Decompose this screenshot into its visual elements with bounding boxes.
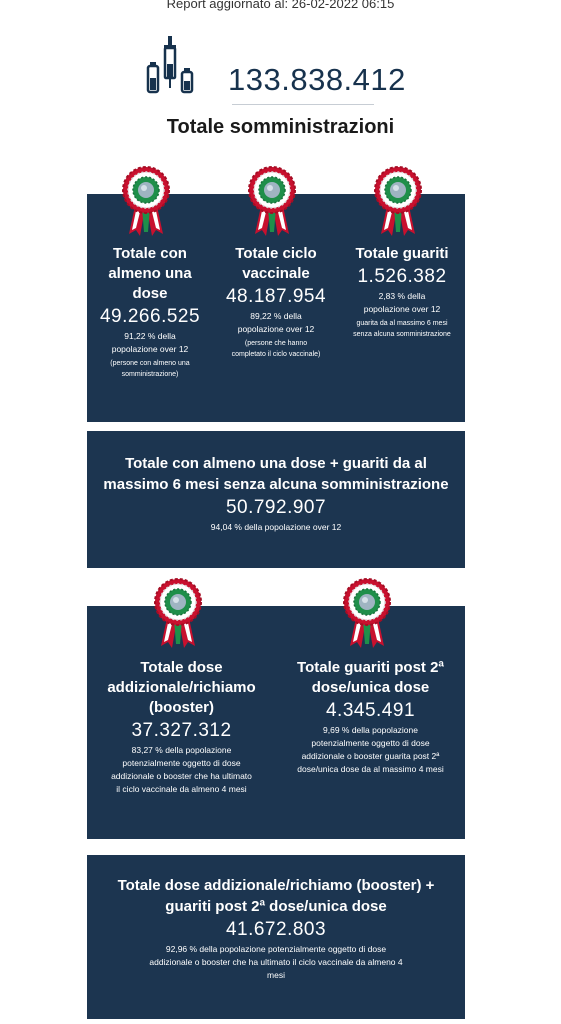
card-booster-summary: [87, 606, 465, 839]
stat-recovered-post-dose: [276, 658, 465, 776]
divider: [232, 104, 374, 105]
summary-subtitle: 92,96 % della popolazione potenzialmente oggetto di dose addizionale o booster che ha ultimato il ciclo vaccinale da almeno 4 mesi: [149, 944, 403, 980]
summary-title: Totale dose addizionale/richiamo (booster) + guariti post 2ª dose/unica dose: [117, 877, 435, 915]
stat-subtitle: 9,69 % della popolazione potenzialmente oggetto di dose addizionale o booster guarita post 2ª dose/unica dose da al massimo 4 mesi: [297, 725, 444, 774]
stat-at-least-one-dose: [87, 244, 213, 380]
italian-rosette-icon: [248, 166, 296, 236]
stat-subtitle: 91,22 % della popolazione over 12: [111, 331, 189, 354]
italian-rosette-icon: [374, 166, 422, 236]
stat-subtitle: 89,22 % della popolazione over 12: [237, 311, 315, 334]
stat-title: Totale dose addizionale/richiamo (booster): [107, 659, 256, 716]
italian-rosette-icon: [343, 578, 391, 648]
summary-value: 41.672.803: [225, 919, 327, 940]
stat-value: 48.187.954: [225, 286, 327, 307]
stat-value: 1.526.382: [357, 266, 447, 287]
summary-subtitle: 94,04 % della popolazione over 12: [210, 522, 342, 532]
stat-recovered: [339, 244, 465, 340]
summary-value: 50.792.907: [225, 497, 327, 518]
stat-note: (persone che hanno completato il ciclo vaccinale): [231, 340, 321, 358]
stat-value: 37.327.312: [131, 720, 232, 741]
stat-title: Totale con almeno una dose: [108, 245, 192, 302]
stat-subtitle: 2,83 % della popolazione over 12: [363, 291, 441, 314]
stat-note: (persone con almeno una somministrazione): [110, 360, 190, 378]
stat-value: 4.345.491: [325, 700, 416, 721]
stat-title: Totale guariti post 2ª dose/unica dose: [297, 659, 444, 696]
italian-rosette-icon: [154, 578, 202, 648]
total-administrations-value: 133.838.412: [228, 62, 406, 97]
stat-booster: [87, 658, 276, 796]
card-booster-plus-recovered: [87, 855, 465, 1019]
stat-title: Totale guariti: [355, 245, 449, 262]
italian-rosette-icon: [122, 166, 170, 236]
stat-full-cycle: [213, 244, 339, 360]
stat-title: Totale ciclo vaccinale: [235, 245, 317, 282]
report-updated-label: Report aggiornato al: 26-02-2022 06:15: [166, 0, 395, 11]
vaccine-syringe-vials-icon: [146, 34, 194, 96]
total-administrations-row: [0, 32, 561, 102]
stat-subtitle: 83,27 % della popolazione potenzialmente oggetto di dose addizionale o booster che ha ultimato il ciclo vaccinale da almeno 4 mesi: [111, 745, 252, 794]
stat-value: 49.266.525: [99, 306, 201, 327]
stat-note: guarita da al massimo 6 mesi senza alcuna somministrazione: [353, 320, 451, 338]
total-administrations-title: Totale somministrazioni: [166, 116, 395, 138]
card-dose-plus-recovered: [87, 431, 465, 568]
summary-title: Totale con almeno una dose + guariti da al massimo 6 mesi senza alcuna somministrazione: [103, 455, 449, 493]
